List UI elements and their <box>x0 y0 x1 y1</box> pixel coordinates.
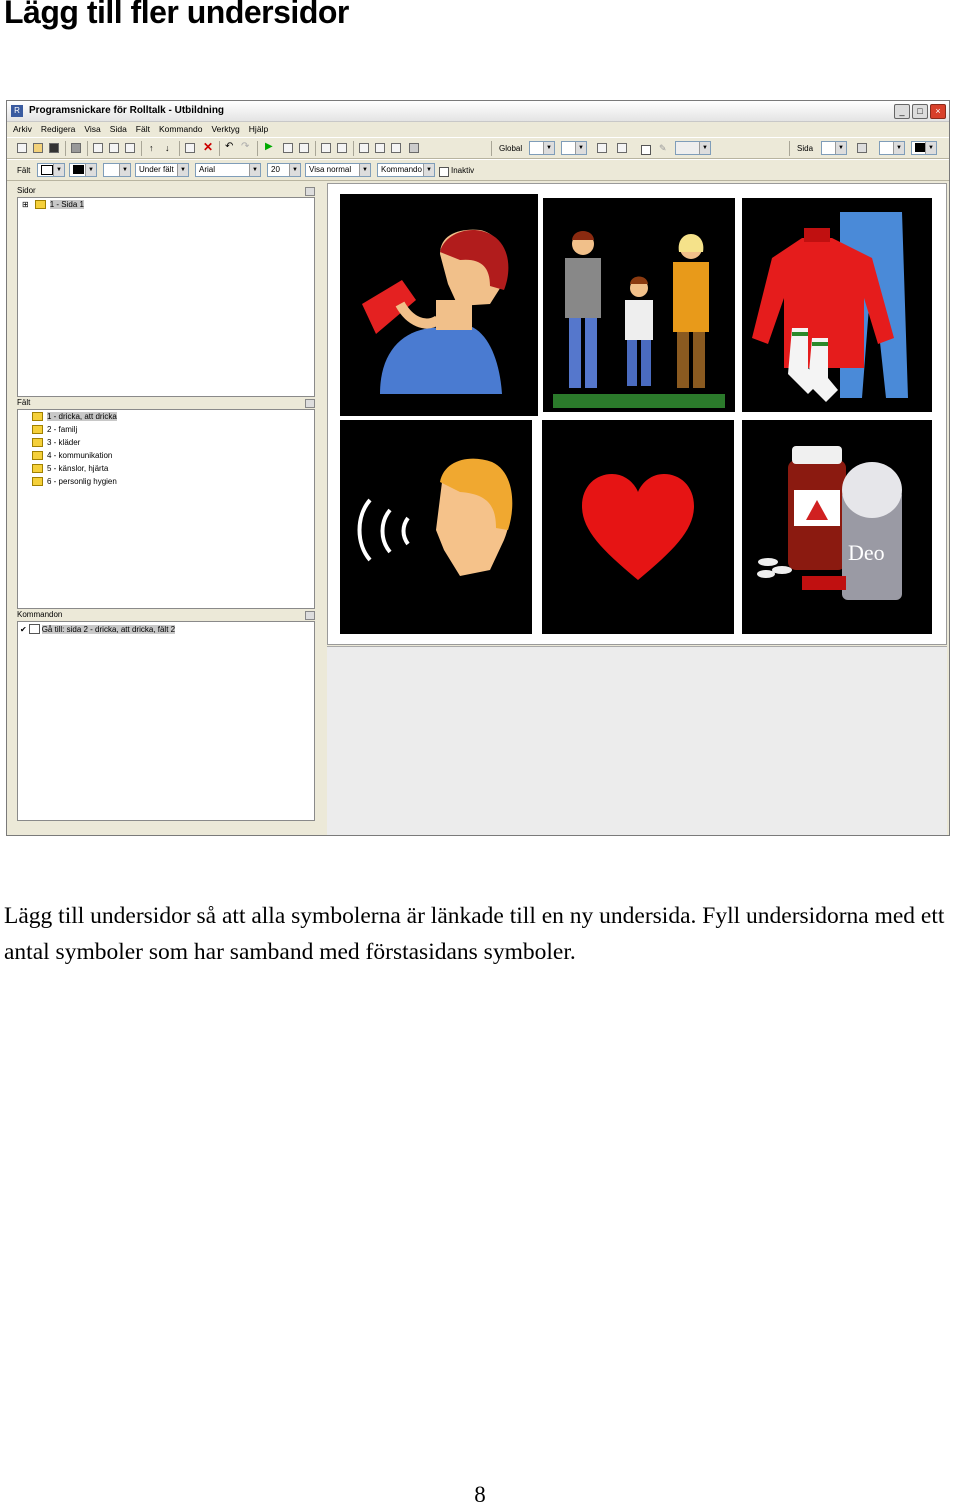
commands-panel <box>17 621 315 821</box>
format-toolbar <box>7 159 949 181</box>
folder-icon <box>35 200 46 209</box>
wand-icon[interactable] <box>359 143 369 153</box>
pen-icon[interactable]: ✎ <box>659 143 667 153</box>
symbol-clothes[interactable] <box>742 198 932 412</box>
list-item[interactable]: ✔ Gå till: sida 2 - dricka, att dricka, fält 2 <box>20 624 176 634</box>
grid-checkbox[interactable] <box>641 145 651 155</box>
canvas-empty-area <box>327 646 947 836</box>
play-icon[interactable]: ▶ <box>265 141 273 152</box>
window-title: Programsnickare för Rolltalk - Utbildning <box>29 105 225 116</box>
folder-icon <box>32 477 43 486</box>
global-label: Global <box>499 144 523 153</box>
tree-item-page-1[interactable]: ⊞ 1 - Sida 1 <box>22 200 84 209</box>
view-combo[interactable]: Visa normal ▼ <box>305 163 371 177</box>
disabled-combo[interactable]: ▼ <box>675 141 711 155</box>
delete-icon[interactable]: ✕ <box>203 140 214 154</box>
list-item[interactable]: 1 - dricka, att dricka <box>32 412 117 421</box>
inactive-label: Inaktiv <box>451 166 475 175</box>
open-icon[interactable] <box>33 143 43 153</box>
list-item[interactable]: 4 - kommunikation <box>32 451 112 460</box>
list-item[interactable]: 3 - kläder <box>32 438 80 447</box>
hand-tool-combo[interactable]: ▼ <box>529 141 555 155</box>
check-icon: ✔ <box>20 624 27 634</box>
inactive-checkbox[interactable] <box>439 167 449 177</box>
symbol-drink[interactable] <box>340 194 538 416</box>
symbol-hygiene[interactable] <box>742 420 932 634</box>
undo-icon[interactable]: ↶ <box>225 141 234 152</box>
close-button[interactable]: × <box>930 104 946 119</box>
app-window <box>6 100 950 836</box>
minimize-button[interactable]: _ <box>894 104 910 119</box>
copy-icon[interactable] <box>109 143 119 153</box>
menu-verktyg[interactable]: Verktyg <box>211 124 240 134</box>
page-layout-combo[interactable]: ▼ <box>821 141 847 155</box>
font-combo[interactable]: Arial ▼ <box>195 163 261 177</box>
pages-panel <box>17 197 315 397</box>
maximize-button[interactable]: □ <box>912 104 928 119</box>
folder-icon <box>32 438 43 447</box>
position-combo[interactable]: Under fält ▼ <box>135 163 189 177</box>
menu-bar <box>7 122 949 136</box>
paste-icon[interactable] <box>125 143 135 153</box>
folder-icon <box>32 451 43 460</box>
cut-icon[interactable] <box>93 143 103 153</box>
fields-panel <box>17 409 315 609</box>
fields-panel-header: Fält <box>17 397 315 410</box>
add-page-icon[interactable] <box>283 143 293 153</box>
page-heading: Lägg till fler undersidor <box>4 0 349 30</box>
add-subpage-icon[interactable] <box>299 143 309 153</box>
window-icon[interactable] <box>185 143 195 153</box>
move-up-icon[interactable]: ↑ <box>149 143 154 153</box>
command-combo[interactable]: Kommando ▼ <box>377 163 435 177</box>
folder-icon <box>32 412 43 421</box>
redo-icon[interactable]: ↷ <box>241 141 250 152</box>
falt-label: Fält <box>17 166 31 175</box>
symbol-heart[interactable] <box>542 420 734 634</box>
list-item[interactable]: 2 - familj <box>32 425 77 434</box>
rolltalk-app-icon: R <box>11 105 23 117</box>
symbol-communication[interactable] <box>340 420 532 634</box>
folder-icon <box>32 425 43 434</box>
move-down-icon[interactable]: ↓ <box>165 143 170 153</box>
grid-fill-icon[interactable] <box>617 143 627 153</box>
field-color-combo[interactable]: ▼ <box>69 163 97 177</box>
deo-label: Deo <box>848 540 885 565</box>
command-icon <box>29 624 40 634</box>
add-field-icon[interactable] <box>321 143 331 153</box>
page-color-icon[interactable] <box>857 143 867 153</box>
image-icon[interactable] <box>391 143 401 153</box>
grid-icon[interactable] <box>597 143 607 153</box>
page-bg-combo[interactable]: ▼ <box>879 141 905 155</box>
field-border-combo[interactable]: ▼ <box>37 163 65 177</box>
symbol-family[interactable] <box>543 198 735 412</box>
trash-icon[interactable] <box>409 143 419 153</box>
folder-icon <box>32 464 43 473</box>
new-icon[interactable] <box>17 143 27 153</box>
menu-falt[interactable]: Fält <box>135 124 150 134</box>
add-command-icon[interactable] <box>337 143 347 153</box>
menu-redigera[interactable]: Redigera <box>40 124 76 134</box>
body-paragraph: Lägg till undersidor så att alla symbolerna är länkade till en ny undersida. Fyll undersidorna med ett antal symboler som har samband med förstasidans symboler. <box>4 903 945 965</box>
pointer-tool-combo[interactable]: ▼ <box>561 141 587 155</box>
page-canvas <box>327 183 947 645</box>
list-item[interactable]: 6 - personlig hygien <box>32 477 117 486</box>
field-style-combo[interactable]: ▼ <box>103 163 131 177</box>
camera-icon[interactable] <box>375 143 385 153</box>
menu-sida[interactable]: Sida <box>109 124 127 134</box>
title-bar <box>7 101 949 122</box>
font-size-combo[interactable]: 20 ▼ <box>267 163 301 177</box>
print-icon[interactable] <box>71 143 81 153</box>
sida-label: Sida <box>797 144 814 153</box>
menu-arkiv[interactable]: Arkiv <box>13 124 32 134</box>
pages-panel-header: Sidor <box>17 185 315 198</box>
menu-hjalp[interactable]: Hjälp <box>248 124 269 134</box>
page-number: 8 <box>474 1482 486 1507</box>
commands-panel-header: Kommandon <box>17 609 315 622</box>
list-item[interactable]: 5 - känslor, hjärta <box>32 464 108 473</box>
menu-kommando[interactable]: Kommando <box>158 124 203 134</box>
save-icon[interactable] <box>49 143 59 153</box>
page-fg-combo[interactable]: ▼ <box>911 141 937 155</box>
menu-visa[interactable]: Visa <box>84 124 101 134</box>
main-toolbar <box>7 137 949 159</box>
